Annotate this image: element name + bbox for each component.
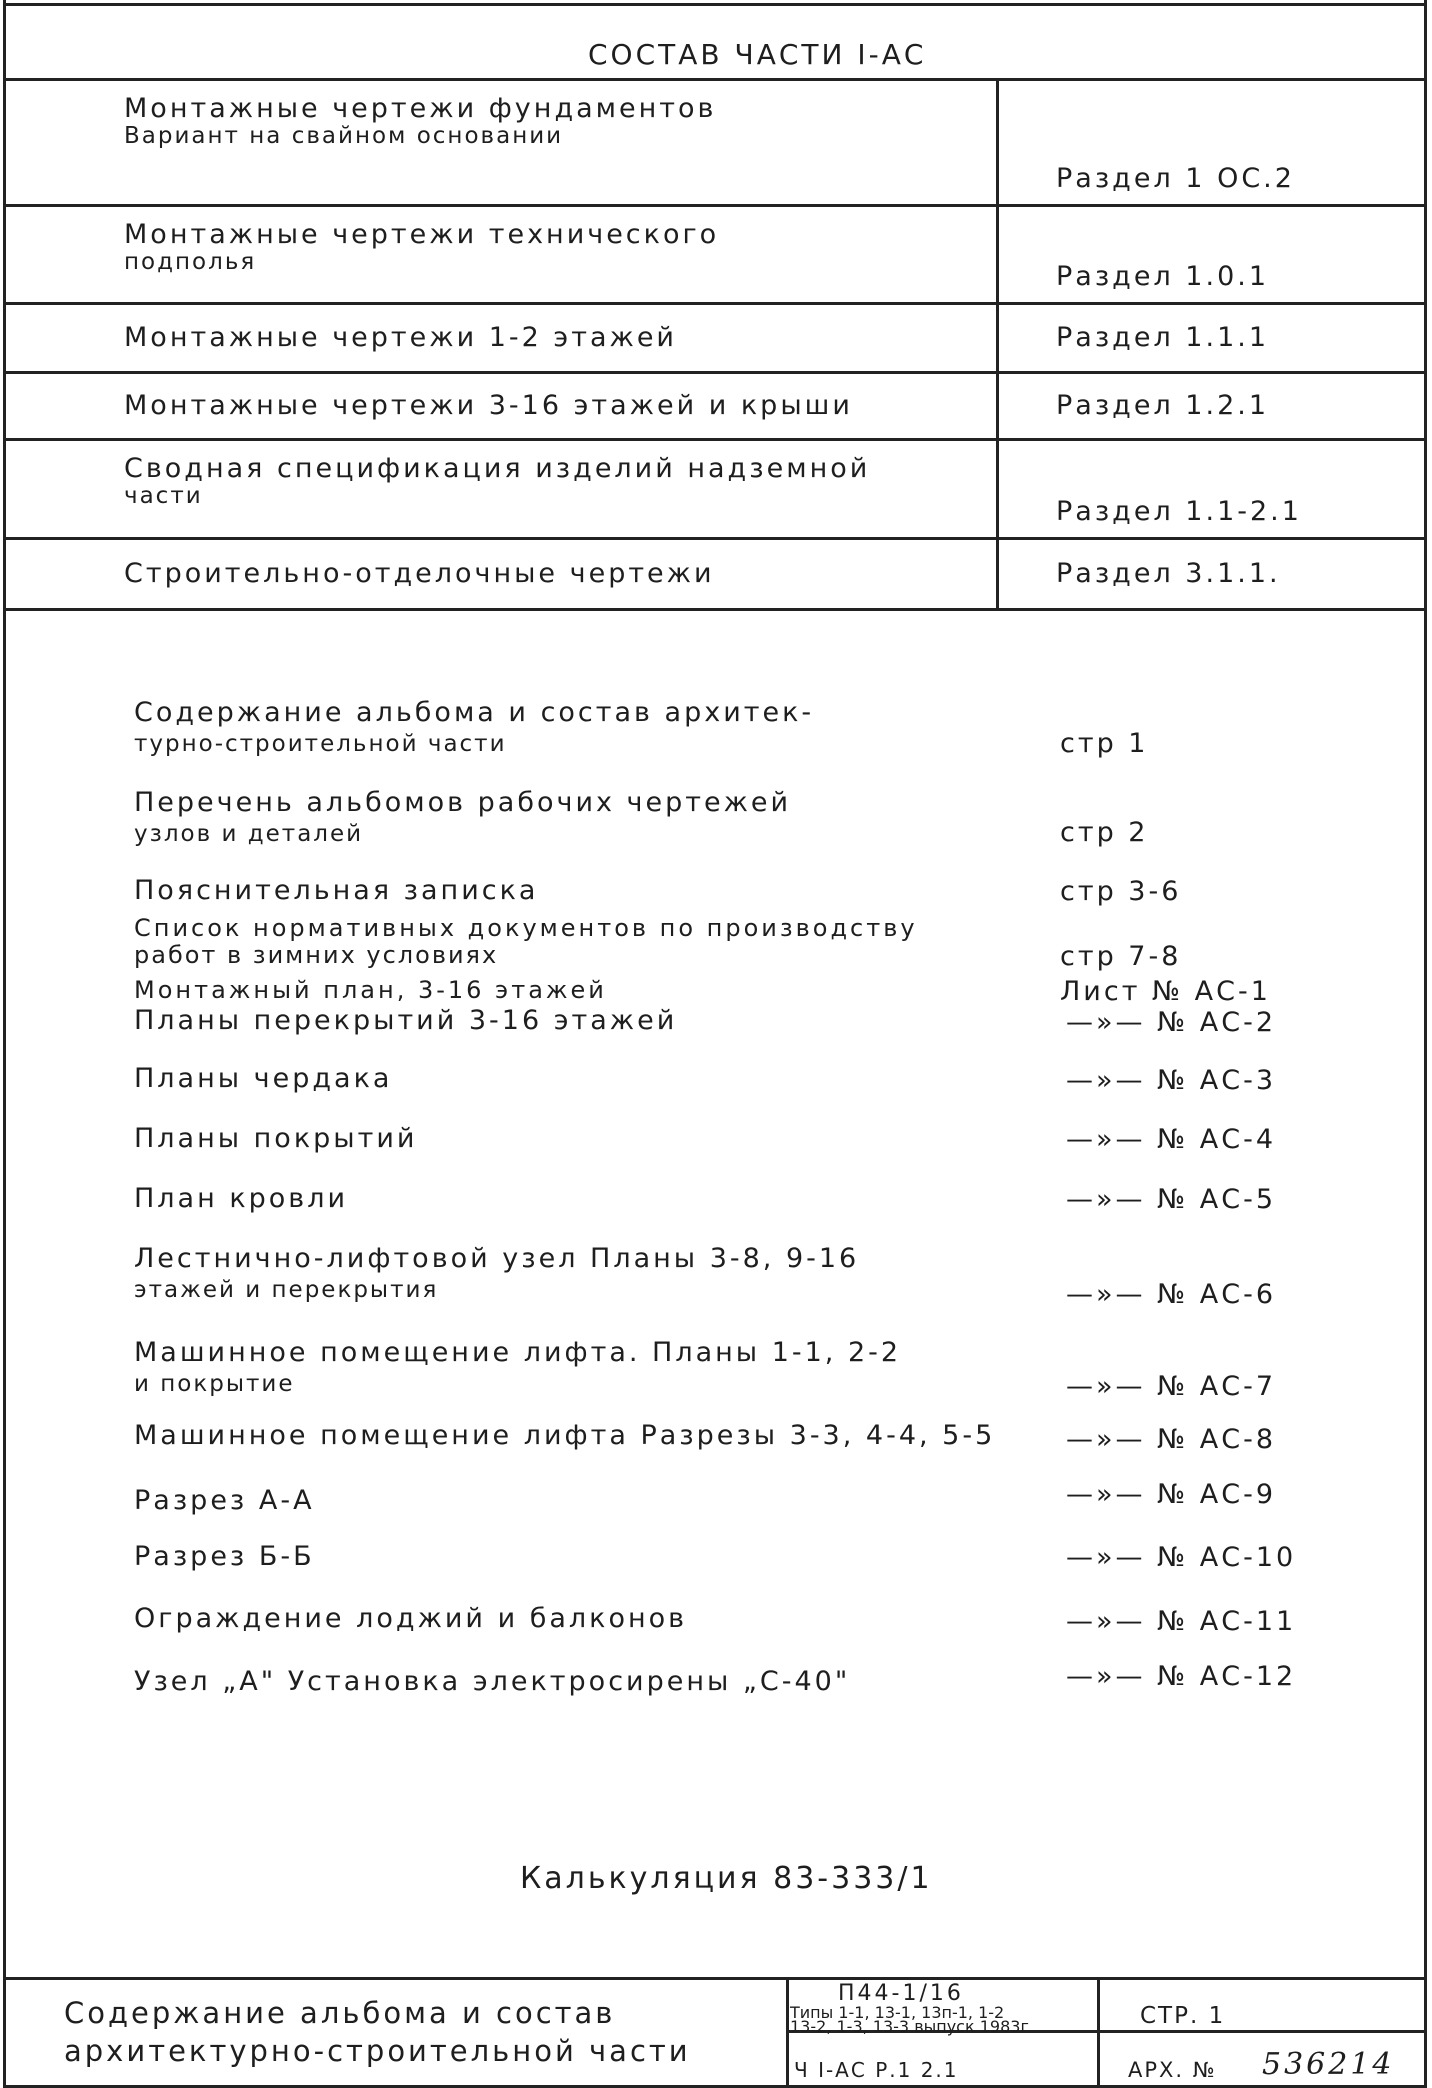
- stamp-archive-label: АРХ. №: [1128, 2058, 1217, 2082]
- stamp-divider-1: [786, 1977, 789, 2088]
- list-item-title: этажей и перекрытия: [134, 1277, 439, 1303]
- list-item-title: Монтажный план, 3-16 этажей: [134, 976, 607, 1004]
- section-row-line: [3, 608, 1427, 611]
- stamp-top-line: [3, 1977, 1427, 1980]
- section-title: Строительно-отделочные чертежи: [124, 557, 715, 589]
- list-item-reference: стр 2: [1060, 817, 1149, 848]
- list-item-title: Лестнично-лифтовой узел Планы 3-8, 9-16: [134, 1243, 860, 1274]
- list-item-title: и покрытие: [134, 1371, 295, 1397]
- stamp-divider-2: [1097, 1977, 1100, 2088]
- frame-top: [3, 3, 1427, 6]
- calculation-label: Калькуляция 83-333/1: [520, 1861, 933, 1896]
- stamp-page: СТР. 1: [1140, 2003, 1226, 2029]
- list-item-reference: стр 7-8: [1060, 941, 1182, 972]
- section-reference: Раздел 1.1.1: [1056, 321, 1270, 353]
- section-title: Вариант на свайном основании: [124, 123, 564, 149]
- section-row-line: [3, 438, 1427, 441]
- list-item-reference: —»— № АС-12: [1066, 1661, 1297, 1692]
- list-item-title: узлов и деталей: [134, 821, 364, 847]
- sections-column-divider: [996, 80, 999, 610]
- list-item-title: Планы покрытий: [134, 1123, 418, 1154]
- list-item-title: работ в зимних условиях: [134, 941, 499, 969]
- list-item-reference: —»— № АС-10: [1066, 1542, 1297, 1573]
- list-item-title: Машинное помещение лифта Разрезы 3-3, 4-4, 5-5: [134, 1420, 996, 1451]
- list-item-reference: —»— № АС-8: [1066, 1424, 1277, 1455]
- list-item-title: Ограждение лоджий и балконов: [134, 1603, 688, 1634]
- section-row-line: [3, 302, 1427, 305]
- list-item-title: Машинное помещение лифта. Планы 1-1, 2-2: [134, 1337, 902, 1368]
- section-title: Монтажные чертежи технического: [124, 219, 720, 250]
- section-row-line: [3, 78, 1427, 81]
- section-title: Монтажные чертежи фундаментов: [124, 93, 717, 124]
- list-item-title: Планы перекрытий 3-16 этажей: [134, 1005, 678, 1036]
- list-item-reference: —»— № АС-7: [1066, 1371, 1277, 1402]
- part-title: СОСТАВ ЧАСТИ I-АС: [588, 38, 927, 71]
- list-item-reference: стр 1: [1060, 728, 1149, 759]
- list-item-reference: —»— № АС-9: [1066, 1479, 1277, 1510]
- list-item-reference: —»— № АС-11: [1066, 1606, 1297, 1637]
- section-reference: Раздел 1.0.1: [1056, 261, 1270, 292]
- list-item-reference: стр 3-6: [1060, 876, 1182, 907]
- section-title: Сводная спецификация изделий надземной: [124, 453, 871, 484]
- list-item-reference: Лист № АС-1: [1060, 976, 1271, 1007]
- section-reference: Раздел 1.1-2.1: [1056, 496, 1302, 527]
- section-title: Монтажные чертежи 3-16 этажей и крыши: [124, 389, 853, 421]
- stamp-description: архитектурно-строительной части: [64, 2034, 691, 2068]
- section-row-line: [3, 537, 1427, 540]
- list-item-title: Узел „А" Установка электросирены „С-40": [134, 1666, 851, 1697]
- list-item-reference: —»— № АС-3: [1066, 1065, 1277, 1096]
- list-item-reference: —»— № АС-4: [1066, 1124, 1277, 1155]
- list-item-title: Перечень альбомов рабочих чертежей: [134, 787, 792, 818]
- stamp-archive-number: 536214: [1262, 2047, 1395, 2082]
- section-row-line: [3, 371, 1427, 374]
- list-item-title: Планы чердака: [134, 1063, 393, 1094]
- section-reference: Раздел 1 ОС.2: [1056, 163, 1295, 194]
- section-reference: Раздел 1.2.1: [1056, 389, 1270, 421]
- section-title: части: [124, 483, 203, 509]
- list-item-title: Разрез Б-Б: [134, 1541, 315, 1572]
- stamp-description: Содержание альбома и состав: [64, 1996, 616, 2030]
- section-title: Монтажные чертежи 1-2 этажей: [124, 321, 677, 353]
- section-reference: Раздел 3.1.1.: [1056, 557, 1281, 589]
- section-title: подполья: [124, 249, 257, 275]
- list-item-title: Пояснительная записка: [134, 875, 539, 906]
- stamp-types: Типы 1-1, 13-1, 13п-1, 1-2: [790, 2003, 1005, 2022]
- list-item-title: Разрез А-А: [134, 1485, 315, 1516]
- frame-left: [3, 0, 6, 2088]
- stamp-part: Ч I-АС Р.1 2.1: [794, 2058, 959, 2082]
- list-item-title: Содержание альбома и состав архитек-: [134, 697, 815, 728]
- list-item-reference: —»— № АС-5: [1066, 1184, 1277, 1215]
- frame-right: [1424, 0, 1427, 2088]
- list-item-title: турно-строительной части: [134, 731, 507, 757]
- list-item-reference: —»— № АС-2: [1066, 1007, 1277, 1038]
- list-item-title: План кровли: [134, 1183, 349, 1214]
- list-item-title: Список нормативных документов по производству: [134, 914, 918, 942]
- section-row-line: [3, 204, 1427, 207]
- list-item-reference: —»— № АС-6: [1066, 1279, 1277, 1310]
- stamp-series: П44-1/16: [838, 1981, 964, 2006]
- stamp-types: 13-2, 1-3, 13-3 выпуск 1983г: [790, 2017, 1029, 2036]
